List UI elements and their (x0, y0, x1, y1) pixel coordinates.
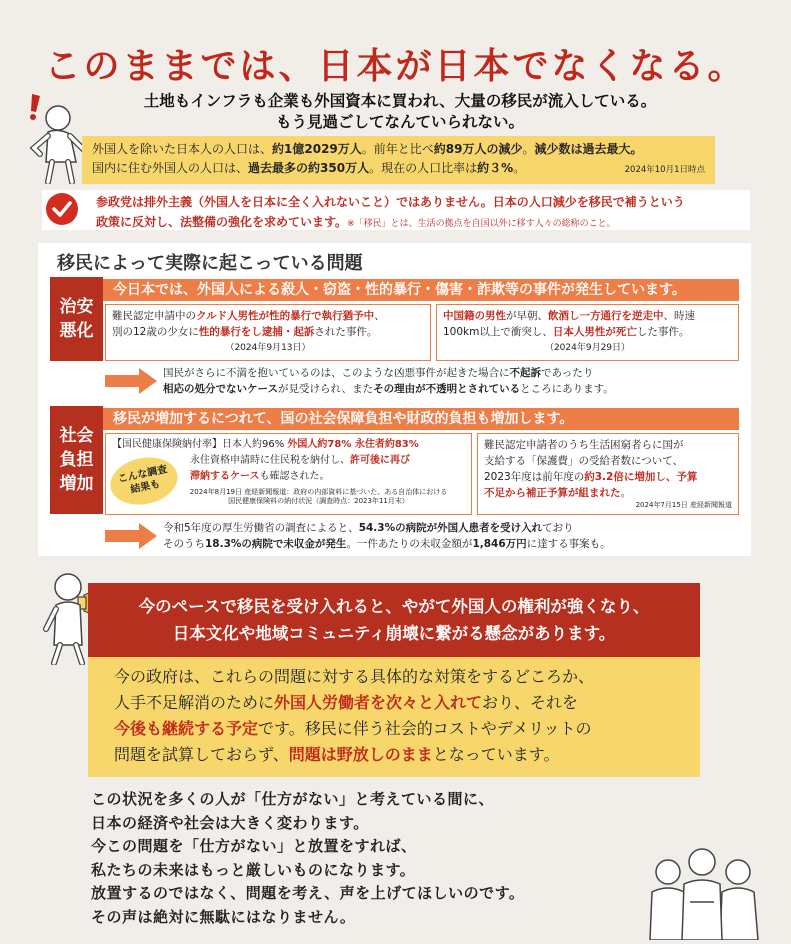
concern-banner: 今のペースで移民を受け入れると、やがて外国人の権利が強くなり、 日本文化や地域コミュニティ崩壊に繋がる懸念があります。 (88, 583, 700, 657)
policy-statement-box (42, 190, 750, 230)
welfare-note: 令和5年度の厚生労働省の調査によると、54.3%の病院が外国人患者を受け入れており そのうち18.3%の病院で未収金が発生。一件あたりの未収金額が1,846万円に達する事案も。 (163, 522, 611, 550)
closing-message (91, 788, 524, 929)
population-stats-box (82, 136, 715, 184)
security-label: 治安 悪化 (50, 277, 103, 361)
stats-line-2: 国内に住む外国人の人口は、過去最多の約350万人。現在の人口比率は約３%。 (92, 161, 526, 175)
subheadline-1: 土地もインフラも企業も外国資本に買われ、大量の移民が流入している。 (143, 92, 657, 110)
closing-line: 今この問題を「仕方がない」と放置をすれば、 (91, 837, 417, 855)
closing-line: 私たちの未来はもっと厳しいものになります。 (91, 860, 416, 879)
welfare-band: 移民が増加するにつれて、国の社会保障負担や財政的負担も増加します。 (103, 408, 739, 430)
government-criticism-box: 今の政府は、これらの問題に対する具体的な対策をするどころか、 人手不足解消のために外国人労働者を次々と入れており、それを 今後も継続する予定です。移民に伴う社会的コストやデメリットの 問題を試算しておらず、問題は野放しのままとなっています。 (88, 657, 700, 777)
policy-line-1: 参政党は排外主義（外国人を日本に全く入れないこと）ではありません。日本の人口減少を移民で補うという (96, 195, 685, 209)
stats-line-1: 外国人を除いた日本人の人口は、約1億2029万人。前年と比べ約89万人の減少。減少数は過去最大。 (92, 142, 643, 156)
security-band: 今日本では、外国人による殺人・窃盗・性的暴行・傷害・詐欺等の事件が発生しています。 (103, 279, 739, 301)
welfare-card-2: 難民認定申請者のうち生活困窮者らに国が 支給する「保護費」の受給者数について、 2023年度は前年度の約3.2倍に増加し、予算 不足から補正予算が組まれた。 2024年7月15日 産経新聞報道 (477, 433, 739, 515)
welfare-card-1: 【国民健康保険納付率】日本人約96% 外国人約78% 永住者約83% 永住資格申請時に住民税を納付し、許可後に再び 滞納するケースも確認された。 2024年8月19日 産経新聞報道：政府の内部資料に基づいた、ある自治体における 国民健康保険料の納付状況（調査時点：2023年11月末） (105, 433, 472, 515)
subheadline-2: もう見過ごしてなんていられない。 (275, 113, 524, 131)
closing-line: その声は絶対に無駄にはなりません。 (91, 907, 356, 926)
arrow-right-icon (105, 368, 157, 394)
closing-line: 放置するのではなく、問題を考え、声を上げてほしいのです。 (91, 884, 525, 902)
welfare-label: 社会 負担 増加 (50, 406, 103, 514)
stats-date: 2024年10月1日時点 (624, 165, 705, 175)
security-note: 国民がさらに不満を抱いているのは、このような凶悪事件が起きた場合に不起訴であったり 相応の処分でないケースが見受けられ、またその理由が不透明とされているところにあります。 (163, 367, 614, 395)
survey-stamp: こんな調査結果も (106, 451, 182, 510)
problems-title: 移民によって実際に起こっている問題 (57, 253, 363, 274)
headline: このままでは、日本が日本でなくなる。 (44, 46, 747, 87)
exclamation-icon (30, 94, 40, 120)
closing-line: この状況を多くの人が「仕方がない」と考えている間に、 (91, 790, 495, 808)
worried-person-illustration (18, 92, 88, 184)
closing-line: 日本の経済や社会は大きく変わります。 (91, 813, 369, 832)
security-card-1: 難民認定申請中のクルド人男性が性的暴行で執行猶予中、 別の12歳の少女に性的暴行をし逮捕・起訴された事件。 （2024年9月13日） (105, 304, 431, 361)
group-people-illustration (640, 842, 770, 940)
arrow-right-icon (105, 523, 157, 549)
check-icon (46, 193, 78, 225)
policy-line-2: 政策に反対し、法整備の強化を求めています。※「移民」とは、生活の拠点を自国以外に移す人々の総称のこと。 (96, 215, 616, 229)
security-card-2: 中国籍の男性が早朝、飲酒し一方通行を逆走中、時速 100km以上で衝突し、日本人男性が死亡した事件。 （2024年9月29日） (436, 304, 739, 361)
